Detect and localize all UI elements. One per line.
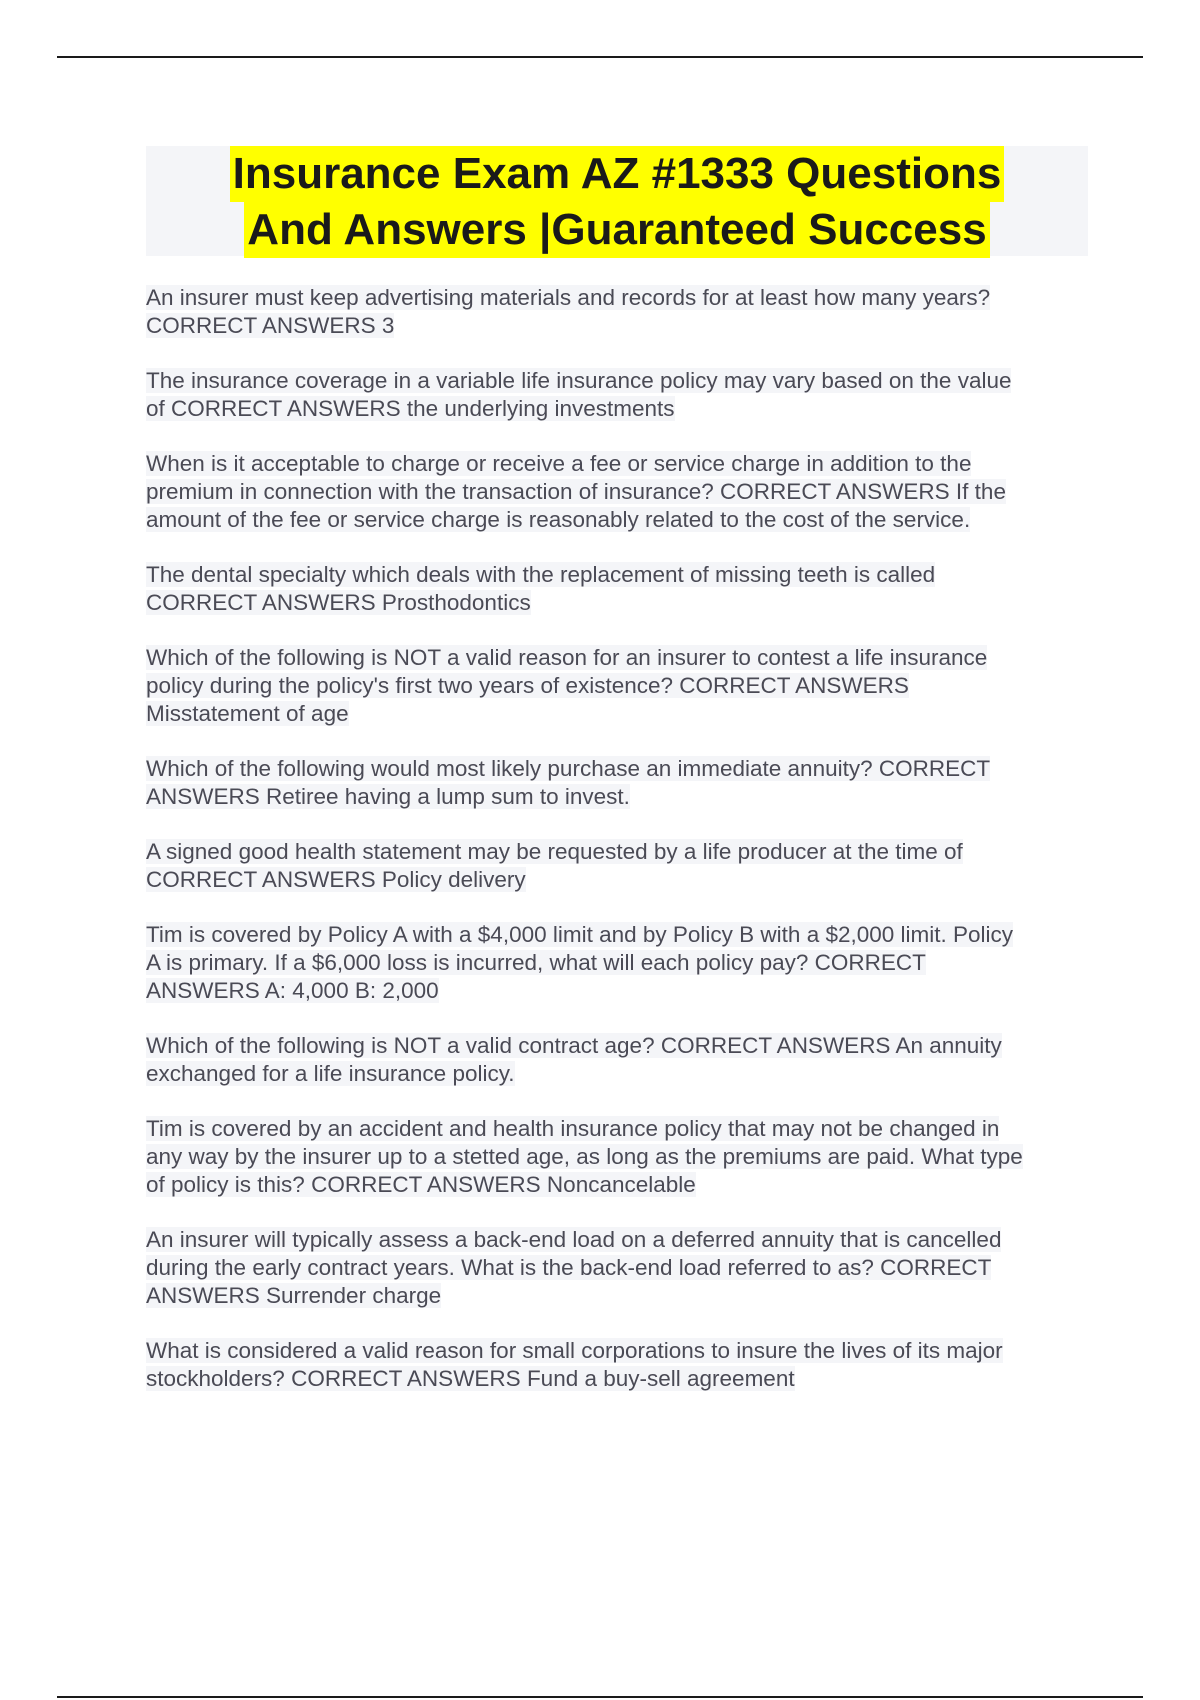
qa-list: [146, 284, 1091, 1420]
qa-item-7: [146, 838, 1091, 894]
qa-line: any way by the insurer up to a stetted age, as long as the premiums are paid. What type: [146, 1144, 1023, 1169]
qa-line: exchanged for a life insurance policy.: [146, 1061, 515, 1086]
qa-line: What is considered a valid reason for small corporations to insure the lives of its major: [146, 1338, 1003, 1363]
qa-line: stockholders? CORRECT ANSWERS Fund a buy-sell agreement: [146, 1366, 795, 1391]
qa-line: Tim is covered by Policy A with a $4,000 limit and by Policy B with a $2,000 limit. Policy: [146, 922, 1014, 947]
qa-line: The dental specialty which deals with the replacement of missing teeth is called: [146, 562, 936, 587]
qa-item-2: [146, 367, 1091, 423]
qa-line: premium in connection with the transaction of insurance? CORRECT ANSWERS If the: [146, 479, 1006, 504]
document-title: [146, 146, 1088, 256]
qa-item-11: [146, 1226, 1091, 1310]
qa-line: CORRECT ANSWERS Prosthodontics: [146, 590, 531, 615]
qa-item-4: [146, 561, 1091, 617]
qa-line: Which of the following is NOT a valid reason for an insurer to contest a life insurance: [146, 645, 988, 670]
qa-line: Misstatement of age: [146, 701, 349, 726]
qa-line: Which of the following would most likely purchase an immediate annuity? CORRECT: [146, 756, 991, 781]
qa-line: An insurer must keep advertising materials and records for at least how many years?: [146, 285, 991, 310]
qa-line: A is primary. If a $6,000 loss is incurred, what will each policy pay? CORRECT: [146, 950, 926, 975]
qa-line: ANSWERS A: 4,000 B: 2,000: [146, 978, 439, 1003]
qa-item-1: [146, 284, 1091, 340]
qa-item-5: [146, 644, 1091, 728]
qa-item-6: [146, 755, 1091, 811]
qa-line: Tim is covered by an accident and health insurance policy that may not be changed in: [146, 1116, 1000, 1141]
top-rule: [57, 56, 1143, 58]
qa-line: An insurer will typically assess a back-end load on a deferred annuity that is cancelled: [146, 1227, 1002, 1252]
qa-line: A signed good health statement may be requested by a life producer at the time of: [146, 839, 963, 864]
qa-line: ANSWERS Retiree having a lump sum to invest.: [146, 784, 630, 809]
title-line-2: And Answers |Guaranteed Success: [244, 202, 989, 258]
qa-line: The insurance coverage in a variable life insurance policy may vary based on the value: [146, 368, 1012, 393]
qa-line: policy during the policy's first two years of existence? CORRECT ANSWERS: [146, 673, 909, 698]
qa-item-3: [146, 450, 1091, 534]
bottom-rule: [57, 1696, 1143, 1698]
qa-line: amount of the fee or service charge is reasonably related to the cost of the service.: [146, 507, 971, 532]
qa-line: CORRECT ANSWERS 3: [146, 313, 395, 338]
qa-item-8: [146, 921, 1091, 1005]
qa-item-10: [146, 1115, 1091, 1199]
qa-line: CORRECT ANSWERS Policy delivery: [146, 867, 526, 892]
qa-line: When is it acceptable to charge or receive a fee or service charge in addition to the: [146, 451, 972, 476]
qa-line: of policy is this? CORRECT ANSWERS Noncancelable: [146, 1172, 696, 1197]
qa-line: during the early contract years. What is the back-end load referred to as? CORRECT: [146, 1255, 992, 1280]
qa-item-12: [146, 1337, 1091, 1393]
qa-line: Which of the following is NOT a valid contract age? CORRECT ANSWERS An annuity: [146, 1033, 1002, 1058]
qa-line: ANSWERS Surrender charge: [146, 1283, 442, 1308]
title-line-1: Insurance Exam AZ #1333 Questions: [230, 146, 1005, 202]
qa-line: of CORRECT ANSWERS the underlying investments: [146, 396, 675, 421]
qa-item-9: [146, 1032, 1091, 1088]
